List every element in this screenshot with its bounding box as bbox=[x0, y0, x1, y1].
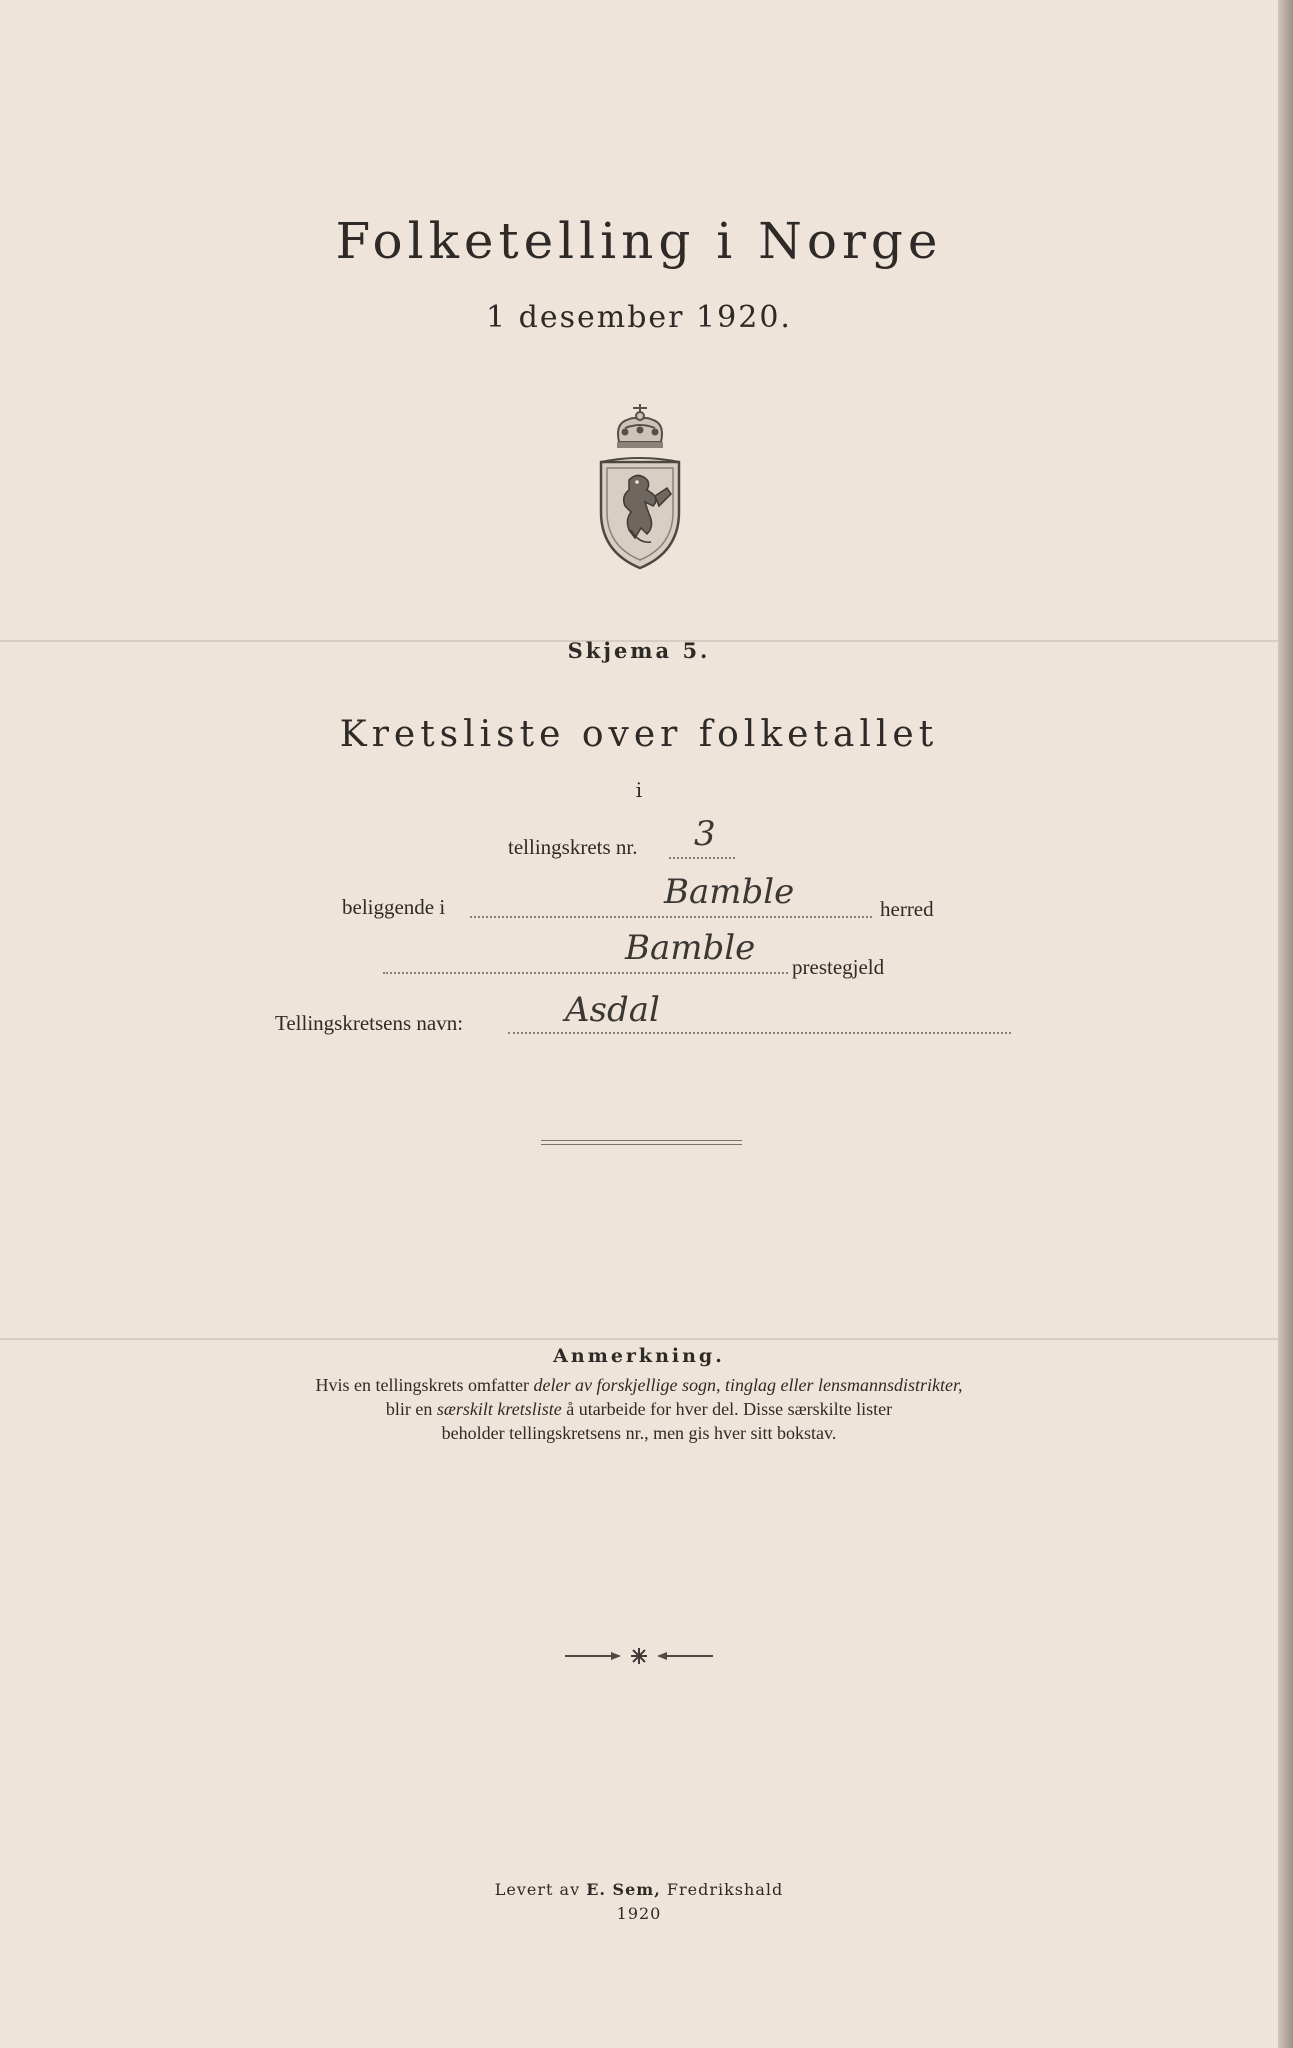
section-divider bbox=[541, 1140, 742, 1145]
printer-place: Fredrikshald bbox=[660, 1880, 784, 1899]
note-line-1 bbox=[0, 1375, 1278, 1396]
herred-dotted-line bbox=[470, 916, 872, 918]
prestegjeld-label: prestegjeld bbox=[792, 955, 885, 979]
note-line-2 bbox=[0, 1399, 1278, 1420]
note-line-2-emphasis: særskilt kretsliste bbox=[436, 1399, 562, 1419]
connector-word: i bbox=[635, 778, 643, 802]
document-date: 1 desember 1920. bbox=[486, 300, 792, 335]
beliggende-label: beliggende i bbox=[342, 895, 446, 919]
note-line-1-text: Hvis en tellingskrets omfatter bbox=[315, 1375, 534, 1395]
kretsnavn-dotted-line bbox=[508, 1032, 1011, 1034]
kretsnavn-label: Tellingskretsens navn: bbox=[275, 1011, 464, 1035]
printer-name: E. Sem, bbox=[586, 1880, 661, 1899]
note-title: Anmerkning. bbox=[553, 1345, 725, 1367]
herred-label: herred bbox=[880, 897, 934, 921]
document-title: Folketelling i Norge bbox=[335, 212, 943, 270]
tellingskrets-dotted-line bbox=[669, 857, 735, 859]
page-edge-shadow bbox=[1278, 0, 1293, 2048]
tellingskrets-value: 3 bbox=[694, 814, 716, 854]
kretsnavn-value: Asdal bbox=[565, 990, 660, 1030]
printer-credit bbox=[0, 1880, 1278, 1899]
herred-value: Bamble bbox=[664, 872, 795, 912]
prestegjeld-value: Bamble bbox=[625, 928, 756, 968]
form-heading: Kretsliste over folketallet bbox=[339, 714, 939, 755]
printer-prefix: Levert av bbox=[494, 1880, 587, 1899]
note-line-2-text: blir en bbox=[385, 1399, 437, 1419]
note-line-3: beholder tellingskretsens nr., men gis hver sitt bokstav. bbox=[441, 1423, 837, 1443]
printer-year: 1920 bbox=[616, 1904, 662, 1923]
coat-of-arms-icon bbox=[595, 402, 685, 570]
prestegjeld-dotted-line bbox=[383, 972, 788, 974]
ornament-divider-icon bbox=[559, 1644, 719, 1668]
note-line-2-rest: å utarbeide for hver del. Disse særskilte lister bbox=[561, 1399, 893, 1419]
paper-fold-line bbox=[0, 1338, 1278, 1340]
note-line-1-emphasis: deler av forskjellige sogn, tinglag eller lensmannsdistrikter, bbox=[533, 1375, 963, 1395]
schema-label: Skjema 5. bbox=[567, 638, 711, 663]
tellingskrets-label: tellingskrets nr. bbox=[508, 835, 638, 859]
